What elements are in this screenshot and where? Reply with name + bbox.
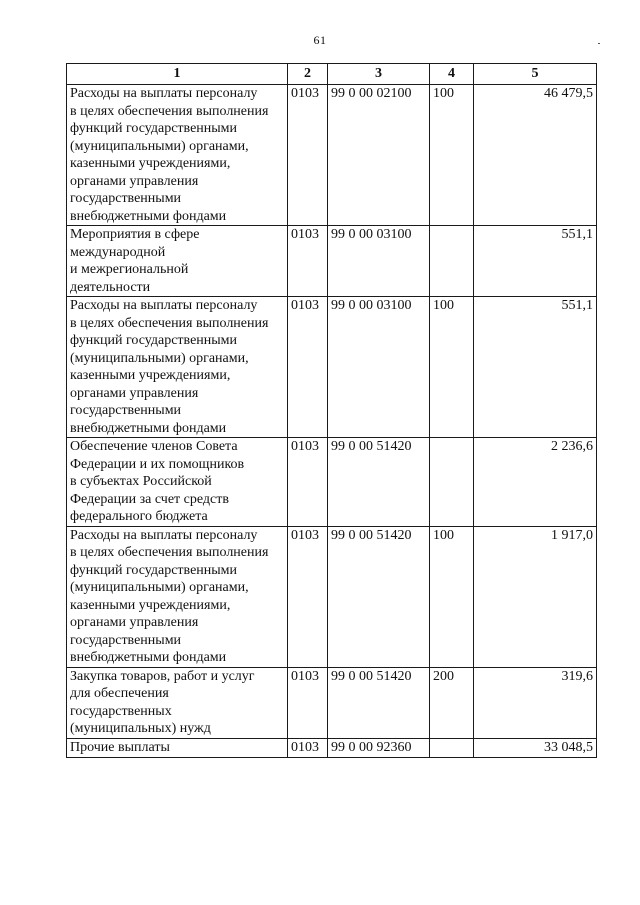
section-code: 0103 <box>288 85 328 226</box>
expense-name <box>67 738 288 757</box>
expense-type-code: 100 <box>430 85 474 226</box>
expense-name-line: (муниципальными) органами, <box>70 350 249 366</box>
expense-name <box>67 226 288 297</box>
expense-name-line: Федерации за счет средств <box>70 491 229 507</box>
budget-table <box>66 63 597 758</box>
header-row <box>67 64 597 85</box>
expense-name-line: казенными учреждениями, <box>70 597 231 613</box>
target-article-code: 99 0 00 51420 <box>328 667 430 738</box>
amount: 33 048,5 <box>474 738 597 757</box>
expense-name-line: государственных <box>70 703 172 719</box>
expense-name-line: внебюджетными фондами <box>70 650 227 665</box>
page-number: 61 <box>313 33 327 47</box>
expense-name-line: в целях обеспечения выполнения <box>70 545 269 560</box>
target-article-code: 99 0 00 02100 <box>328 85 430 226</box>
expense-name-line: международной <box>70 244 166 260</box>
expense-type-code: 100 <box>430 297 474 438</box>
expense-name-line: казенными учреждениями, <box>70 156 231 171</box>
header-col-4: 4 <box>430 64 474 85</box>
expense-name <box>67 667 288 738</box>
expense-name-line: Расходы на выплаты персоналу <box>70 86 258 101</box>
table-row <box>67 226 597 297</box>
amount: 1 917,0 <box>474 526 597 667</box>
expense-name-line: Расходы на выплаты персоналу <box>70 527 258 543</box>
expense-name-line: внебюджетными фондами <box>70 420 227 436</box>
section-code: 0103 <box>288 226 328 297</box>
expense-name-line: в целях обеспечения выполнения <box>70 103 269 119</box>
expense-name-line: государственными <box>70 403 182 418</box>
expense-name-line: функций государственными <box>70 333 238 348</box>
expense-name-line: для обеспечения <box>70 686 169 701</box>
expense-name-line: казенными учреждениями, <box>70 368 231 383</box>
table-row <box>67 738 597 757</box>
expense-name <box>67 438 288 527</box>
expense-name-line: Федерации и их помощников <box>70 456 245 472</box>
expense-name-line: государственными <box>70 632 182 648</box>
expense-name-line: органами управления <box>70 615 199 630</box>
expense-name-line: государственными <box>70 191 182 206</box>
target-article-code: 99 0 00 03100 <box>328 226 430 297</box>
amount: 319,6 <box>474 667 597 738</box>
header-col-2: 2 <box>288 64 328 85</box>
expense-name-line: в целях обеспечения выполнения <box>70 315 269 331</box>
target-article-code: 99 0 00 92360 <box>328 738 430 757</box>
expense-name-line: федерального бюджета <box>70 509 208 524</box>
target-article-code: 99 0 00 51420 <box>328 438 430 527</box>
amount: 46 479,5 <box>474 85 597 226</box>
amount: 551,1 <box>474 226 597 297</box>
expense-name <box>67 526 288 667</box>
expense-type-code: 200 <box>430 667 474 738</box>
expense-name-line: (муниципальными) органами, <box>70 138 249 154</box>
amount: 551,1 <box>474 297 597 438</box>
table-row <box>67 297 597 438</box>
expense-name-line: Прочие выплаты <box>70 739 170 755</box>
expense-name-line: деятельности <box>70 279 151 295</box>
header-col-5: 5 <box>474 64 597 85</box>
expense-type-code <box>430 738 474 757</box>
expense-type-code <box>430 226 474 297</box>
table-body <box>67 85 597 758</box>
expense-name-line: функций государственными <box>70 121 238 136</box>
target-article-code: 99 0 00 51420 <box>328 526 430 667</box>
amount: 2 236,6 <box>474 438 597 527</box>
section-code: 0103 <box>288 526 328 667</box>
expense-type-code <box>430 438 474 527</box>
expense-name <box>67 85 288 226</box>
expense-name-line: функций государственными <box>70 562 238 578</box>
expense-name-line: и межрегиональной <box>70 262 189 277</box>
table-row <box>67 438 597 527</box>
section-code: 0103 <box>288 297 328 438</box>
expense-name-line: Закупка товаров, работ и услуг <box>70 668 255 684</box>
expense-name-line: внебюджетными фондами <box>70 208 227 224</box>
header-col-3: 3 <box>328 64 430 85</box>
header-col-1: 1 <box>67 64 288 85</box>
expense-name-line: Обеспечение членов Совета <box>70 439 238 454</box>
expense-type-code: 100 <box>430 526 474 667</box>
expense-name-line: Мероприятия в сфере <box>70 227 200 242</box>
expense-name-line: (муниципальных) нужд <box>70 721 211 736</box>
expense-name-line: (муниципальными) органами, <box>70 580 249 595</box>
expense-name-line: Расходы на выплаты персоналу <box>70 298 258 313</box>
scan-speck <box>598 43 600 44</box>
target-article-code: 99 0 00 03100 <box>328 297 430 438</box>
expense-name-line: органами управления <box>70 173 199 189</box>
table-row <box>67 526 597 667</box>
expense-name-line: в субъектах Российской <box>70 474 212 489</box>
expense-name <box>67 297 288 438</box>
table-row <box>67 667 597 738</box>
table-row <box>67 85 597 226</box>
expense-name-line: органами управления <box>70 385 199 401</box>
section-code: 0103 <box>288 738 328 757</box>
section-code: 0103 <box>288 667 328 738</box>
section-code: 0103 <box>288 438 328 527</box>
